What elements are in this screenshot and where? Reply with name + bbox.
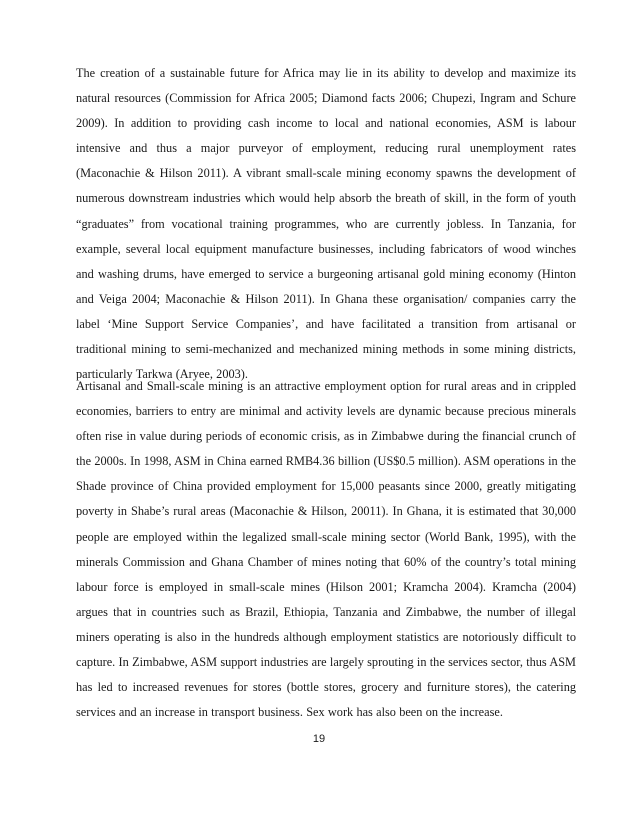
page-number: 19 [312, 733, 326, 745]
paragraph-employment-option: Artisanal and Small-scale mining is an attractive employment option for rural areas and in crippled economies, barriers to entry are minimal and activity levels are dynamic because precious minerals often rise in value during periods of economic crisis, as in Zimbabwe during the financial crunch of the 2000s. In 1998, ASM in China earned RMB4.36 billion (US$0.5 million). ASM operations in the Shade province of China provided employment for 15,000 peasants since 2000, greatly mitigating poverty in Shabe’s rural areas (Maconachie & Hilson, 20011). In Ghana, it is estimated that 30,000 people are employed within the legalized small-scale mining sector (World Bank, 1995), with the minerals Commission and Ghana Chamber of mines noting that 60% of the country’s total mining labour force is employed in small-scale mines (Hilson 2001; Kramcha 2004). Kramcha (2004) argues that in countries such as Brazil, Ethiopia, Tanzania and Zimbabwe, the number of illegal miners operating is also in the hundreds although employment statistics are notoriously difficult to capture. In Zimbabwe, ASM support industries are largely sprouting in the services sector, thus ASM has led to increased revenues for stores (bottle stores, grocery and furniture stores), the catering services and an increase in transport business. Sex work has also been on the increase. [76, 379, 576, 720]
paragraph-sustainable-future: The creation of a sustainable future for Africa may lie in its ability to develop and maximize its natural resources (Commission for Africa 2005; Diamond facts 2006; Chupezi, Ingram and Schure 2009). In addition to providing cash income to local and national economies, ASM is labour intensive and thus a major purveyor of employment, reducing rural unemployment rates (Maconachie & Hilson 2011). A vibrant small-scale mining economy spawns the development of numerous downstream industries which would help absorb the breath of skill, in the form of youth “graduates” from vocational training programmes, who are currently jobless. In Tanzania, for example, several local equipment manufacture businesses, including fabricators of wood winches and washing drums, have emerged to service a burgeoning artisanal gold mining economy (Hinton and Veiga 2004; Maconachie & Hilson 2011). In Ghana these organisation/ companies carry the label ‘Mine Support Service Companies’, and have facilitated a transition from artisanal or traditional mining to semi-mechanized and mechanized mining methods in some mining districts, particularly Tarkwa (Aryee, 2003). [76, 66, 576, 382]
